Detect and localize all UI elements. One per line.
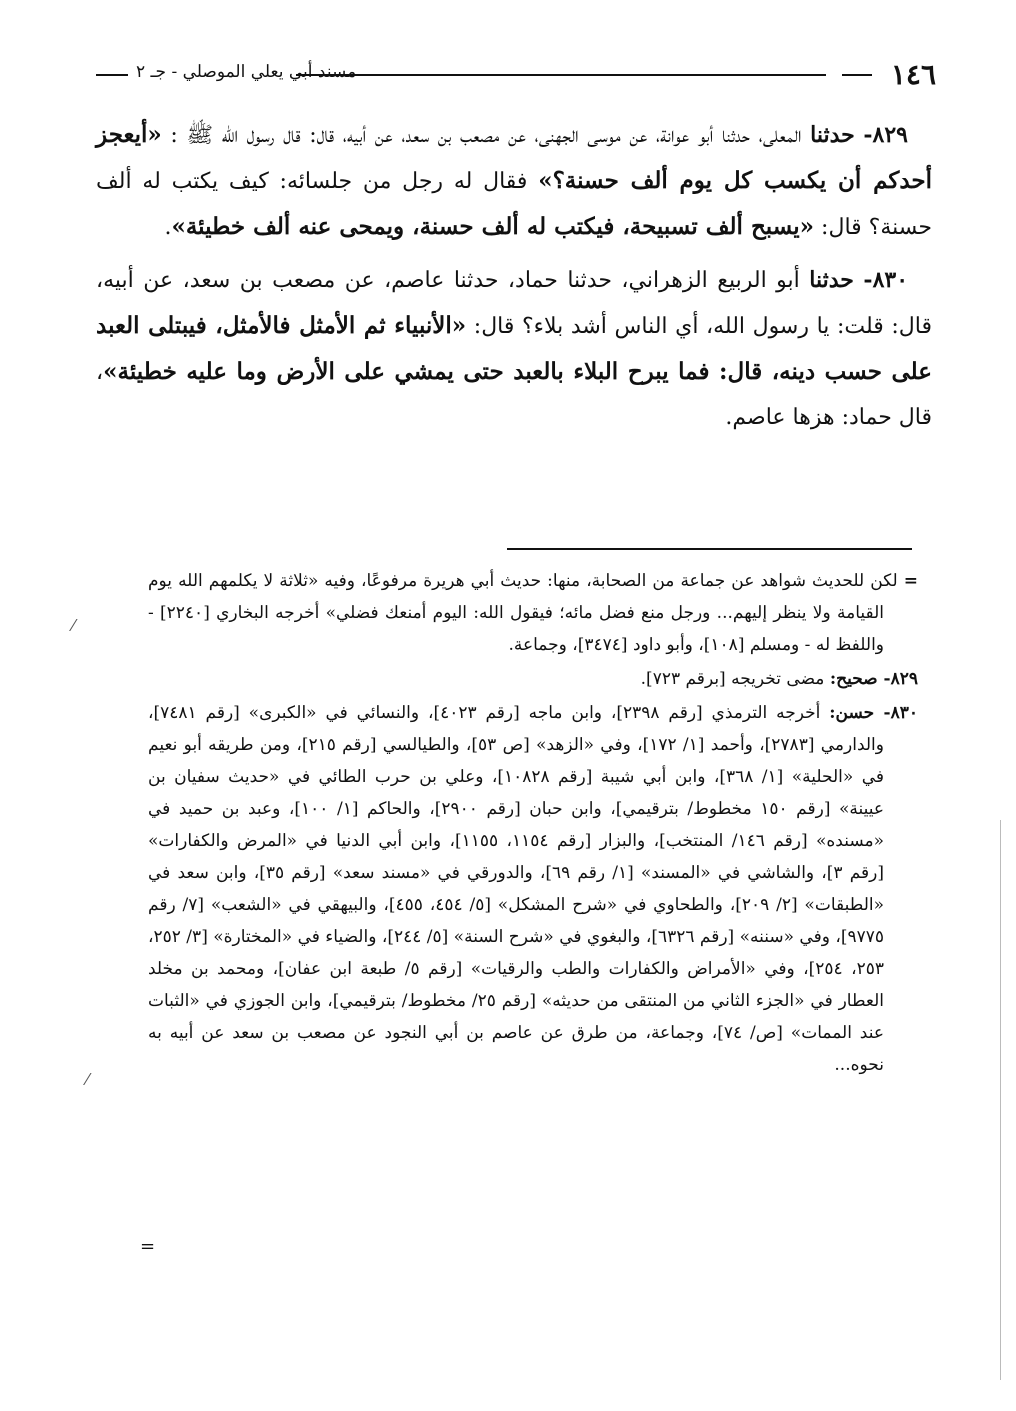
running-title: مسند أبي يعلي الموصلي - جـ ٢ [136,62,357,82]
footnote-item [148,663,918,695]
footnote-lead: ٨٣٠- حسن: [829,703,918,723]
hadith-829 [96,112,932,250]
footnote-lead: ٨٢٩- صحيح: [829,669,918,689]
footnote-lead: = [903,571,919,591]
hadith-quote: «يسبح ألف تسبيحة، فيكتب له ألف حسنة، ويمحى عنه ألف خطيئة» [171,213,815,240]
hadith-lead: حدثنا [809,267,854,293]
scan-edge-line [1000,820,1001,1380]
footnote-text: لكن للحديث شواهد عن جماعة من الصحابة، منها: حديث أبي هريرة مرفوعًا، وفيه «ثلاثة لا يكلمهم الله يوم القيامة ولا ينظر إليهم... ورجل منع فضل مائه؛ فيقول الله: اليوم أمنعك فضلي» أخرجه البخاري [٢٢٤٠] - واللفظ له - ومسلم [١٠٨]، وأبو داود [٣٤٧٤]، وجماعة. [148,571,898,655]
hadith-text: فقال له رجل من جلسائه: كيف يكتب له ألف حسنة؟ قال: [96,169,932,240]
main-text [96,112,932,448]
page-number: ١٤٦ [890,58,936,91]
margin-tick-mark: ⁄ [86,1070,89,1089]
hadith-number: ٨٢٩- [863,122,908,148]
footnote-item [148,697,918,1081]
hadith-text: ، قال حماد: هزها عاصم. [96,360,932,430]
margin-tick-mark: ⁄ [72,616,75,635]
hadith-number: ٨٣٠- [863,267,909,293]
page-header [96,58,936,92]
footnote-item [148,565,918,661]
hadith-quote: «أيعجز أحدكم أن يكسب كل يوم ألف حسنة؟» [96,121,933,194]
header-rule [296,74,826,76]
header-dash-right [842,74,872,76]
hadith-end: . [164,215,172,240]
footnote-text: مضى تخريجه [برقم ٧٢٣]. [640,669,825,689]
hadith-lead: حدثنا [810,122,855,148]
continuation-mark: = [140,1236,156,1257]
footnote-text: أخرجه الترمذي [رقم ٢٣٩٨]، وابن ماجه [رقم ٤٠٢٣]، والنسائي في «الكبرى» [رقم ٧٤٨١]، والدارمي [٢٧٨٣]، وأحمد [١/ ١٧٢]، وفي «الزهد» [ص ٥٣]، والطيالسي [رقم ٢١٥]، ومن طريقه أبو نعيم في «الحلية» [١/ ٣٦٨]، وابن أبي شيبة [رقم ١٠٨٢٨]، وعلي بن حرب الطائي في «حديث سفيان بن عيينة» [رقم ١٥٠ مخطوط/ بترقيمي]، وابن حبان [رقم ٢٩٠٠]، والحاكم [١/ ١٠٠]، وعبد بن حميد في «مسنده» [رقم ١٤٦/ المنتخب]، والبزار [رقم ١١٥٤، ١١٥٥]، وابن أبي الدنيا في «المرض والكفارات» [رقم ٣]، والشاشي في «المسند» [١/ رقم ٦٩]، والدورقي في «مسند سعد» [رقم ٣٥]، وابن سعد في «الطبقات» [٢/ ٢٠٩]، والطحاوي في «شرح المشكل» [٥/ ٤٥٤، ٤٥٥]، والبيهقي في «الشعب» [٧/ رقم ٩٧٧٥]، وفي «سننه» [رقم ٦٣٢٦]، والبغوي في «شرح السنة» [٥/ ٢٤٤]، والضياء في «المختارة» [٣/ ٢٥٢، ٢٥٣، ٢٥٤]، وفي «الأمراض والكفارات والطب والرقيات» [رقم ٥/ طبعة ابن عفان]، ومحمد بن مخلد العطار في «الجزء الثاني من المنتقى من حديثه» [رقم ٢٥/ مخطوط/ بترقيمي]، وابن الجوزي في «الثبات عند الممات» [ص/ ٧٤]، وجماعة، من طرق عن عاصم بن أبي النجود عن مصعب بن سعد عن أبيه به نحوه... [148,703,885,1075]
hadith-830 [96,258,932,440]
footnotes [148,565,918,1083]
hadith-text: أبو الربيع الزهراني، حدثنا حماد، حدثنا عاصم، عن مصعب بن سعد، عن أبيه، قال: قلت: يا رسول الله، أي الناس أشد بلاء؟ قال: [96,268,932,339]
hadith-quote: «الأنبياء ثم الأمثل فالأمثل، فيبتلى العبد على حسب دينه، قال: فما يبرح البلاء بالعبد حتى يمشي على الأرض وما عليه خطيئة» [96,312,932,385]
hadith-text: المعلى، حدثنا أبو عوانة، عن موسى الجهنى، عن مصعب بن سعد، عن أبيه، قال: قال رسول الله ﷺ : [170,123,802,148]
footnote-separator [507,548,912,550]
header-dash-left [96,74,128,76]
